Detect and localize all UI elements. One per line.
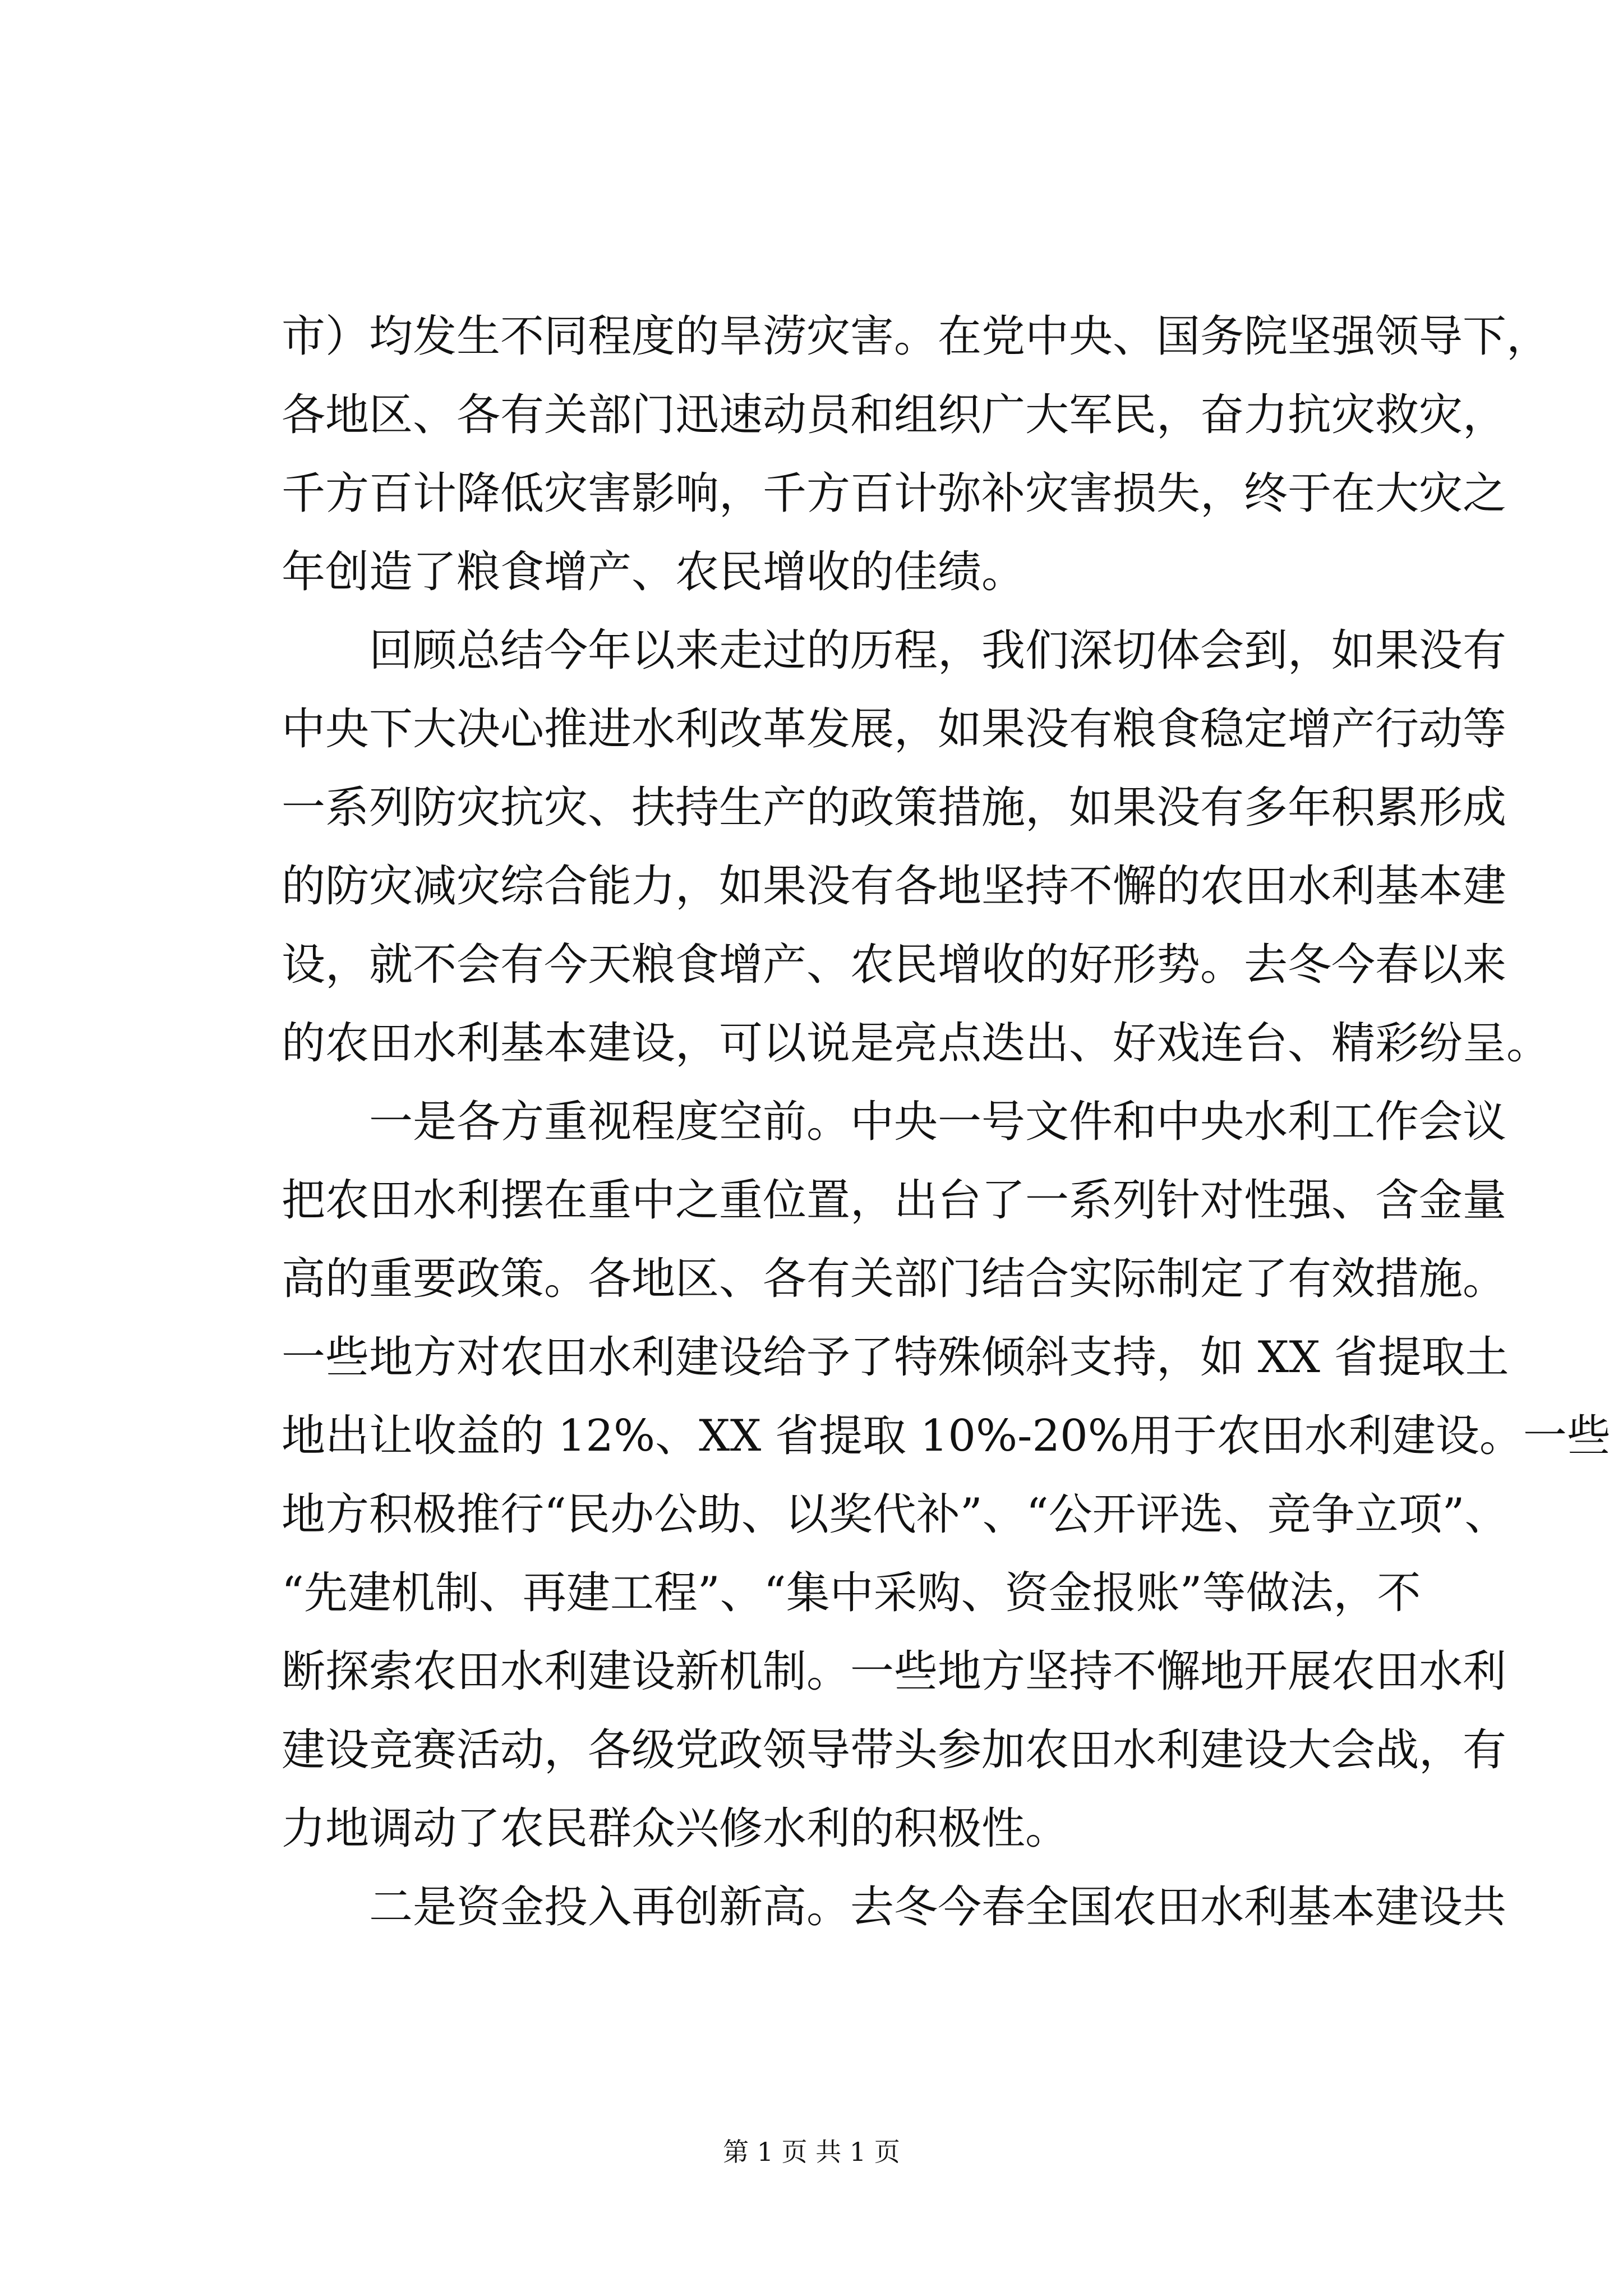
text-line: 地方积极推行“民办公助、以奖代补”、“公开评选、竞争立项”、: [282, 1489, 1509, 1540]
text-line: 各地区、各有关部门迅速动员和组织广大军民，奋力抗灾救灾，: [282, 390, 1507, 440]
text-line: 年创造了粮食增产、农民增收的佳绩。: [282, 547, 1026, 597]
text-line: 高的重要政策。各地区、各有关部门结合实际制定了有效措施。: [282, 1254, 1507, 1304]
text-line: 市）均发生不同程度的旱涝灾害。在党中央、国务院坚强领导下，: [282, 311, 1551, 362]
text-line: 千方百计降低灾害影响，千方百计弥补灾害损失，终于在大灾之: [282, 468, 1507, 519]
text-line: 力地调动了农民群众兴修水利的积极性。: [282, 1803, 1069, 1854]
paragraph-first-line: 一是各方重视程度空前。中央一号文件和中央水利工作会议: [282, 1097, 1507, 1147]
text-line: 设，就不会有今天粮食增产、农民增收的好形势。去冬今春以来: [282, 940, 1507, 990]
text-line: 中央下大决心推进水利改革发展，如果没有粮食稳定增产行动等: [282, 704, 1507, 754]
text-line: 一系列防灾抗灾、扶持生产的政策措施，如果没有多年积累形成: [282, 783, 1507, 833]
text-line: 的防灾减灾综合能力，如果没有各地坚持不懈的农田水利基本建: [282, 861, 1507, 912]
page-footer: 第 1 页 共 1 页: [723, 2137, 900, 2167]
paragraph-first-line: 回顾总结今年以来走过的历程，我们深切体会到，如果没有: [282, 625, 1507, 676]
text-line: 的农田水利基本建设，可以说是亮点迭出、好戏连台、精彩纷呈。: [282, 1018, 1551, 1069]
text-line: 把农田水利摆在重中之重位置，出台了一系列针对性强、含金量: [282, 1175, 1507, 1226]
text-line: 地出让收益的 12%、XX 省提取 10%-20%用于农田水利建设。一些: [282, 1411, 1611, 1461]
text-line: 建设竞赛活动，各级党政领导带头参加农田水利建设大会战，有: [282, 1725, 1507, 1775]
text-line: 断探索农田水利建设新机制。一些地方坚持不懈地开展农田水利: [282, 1646, 1507, 1697]
text-line: “先建机制、再建工程”、“集中采购、资金报账”等做法，不: [282, 1568, 1421, 1618]
paragraph-first-line: 二是资金投入再创新高。去冬今春全国农田水利基本建设共: [282, 1882, 1507, 1932]
text-line: 一些地方对农田水利建设给予了特殊倾斜支持，如 XX 省提取土: [282, 1332, 1509, 1383]
